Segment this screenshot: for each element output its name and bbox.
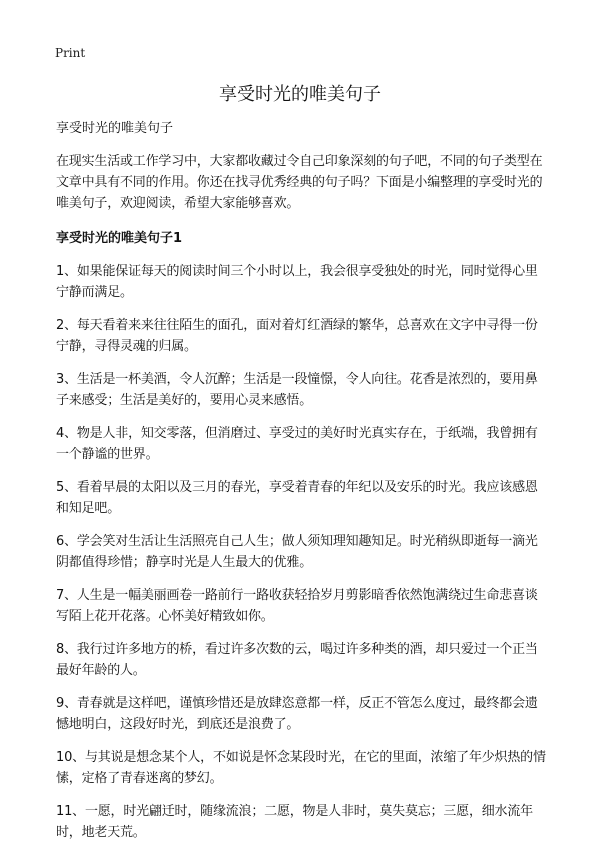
sentence-item: 9、青春就是这样吧，谨慎珍惜还是放肆恣意都一样，反正不管怎么度过，最终都会遗憾地明白，这段好时光，到底还是浪费了。 <box>56 696 538 732</box>
intro-paragraph: 在现实生活或工作学习中，大家都收藏过令自己印象深刻的句子吧，不同的句子类型在文章中具有不同的作用。你还在找寻优秀经典的句子吗？下面是小编整理的享受时光的唯美句子，欢迎阅读，希望大家能够喜欢。 <box>56 154 543 211</box>
section-heading: 享受时光的唯美句子1 <box>56 231 183 246</box>
article-subtitle: 享受时光的唯美句子 <box>56 121 174 136</box>
sentence-item: 3、生活是一杯美酒，令人沉醉；生活是一段憧憬，令人向往。花香是浓烈的，要用鼻子来感受；生活是美好的，要用心灵来感悟。 <box>56 372 538 408</box>
sentence-item: 5、看着早晨的太阳以及三月的春光，享受着青春的年纪以及安乐的时光。我应该感恩和知足吧。 <box>56 480 538 516</box>
sentence-item: 10、与其说是想念某个人，不如说是怀念某段时光，在它的里面，浓缩了年少炽热的情愫，定格了青春迷离的梦幻。 <box>56 750 546 786</box>
sentence-item: 7、人生是一幅美丽画卷一路前行一路收获轻拾岁月剪影暗香依然饱满绕过生命悲喜谈写陌上花开花落。心怀美好精致如你。 <box>56 588 538 624</box>
sentence-item: 1、如果能保证每天的阅读时间三个小时以上，我会很享受独处的时光，同时觉得心里宁静而满足。 <box>56 264 538 300</box>
print-link[interactable]: Print <box>55 46 86 60</box>
sentence-item: 6、学会笑对生活让生活照亮自己人生；做人须知理知趣知足。时光稍纵即逝每一滴光阴都值得珍惜；静享时光是人生最大的优雅。 <box>56 534 538 570</box>
sentence-item: 11、一愿，时光翩迁时，随缘流浪；二愿，物是人非时，莫失莫忘；三愿，细水流年时，地老天荒。 <box>56 804 533 840</box>
sentence-item: 8、我行过许多地方的桥，看过许多次数的云，喝过许多种类的酒，却只爱过一个正当最好年龄的人。 <box>56 642 538 678</box>
sentence-item: 4、物是人非，知交零落，但消磨过、享受过的美好时光真实存在，于纸端，我曾拥有一个静谧的世界。 <box>56 426 538 462</box>
article-body <box>56 118 548 855</box>
sentence-item: 2、每天看着来来往往陌生的面孔，面对着灯红酒绿的繁华，总喜欢在文字中寻得一份宁静，寻得灵魂的归属。 <box>56 318 538 354</box>
page-title: 享受时光的唯美句子 <box>219 84 381 105</box>
